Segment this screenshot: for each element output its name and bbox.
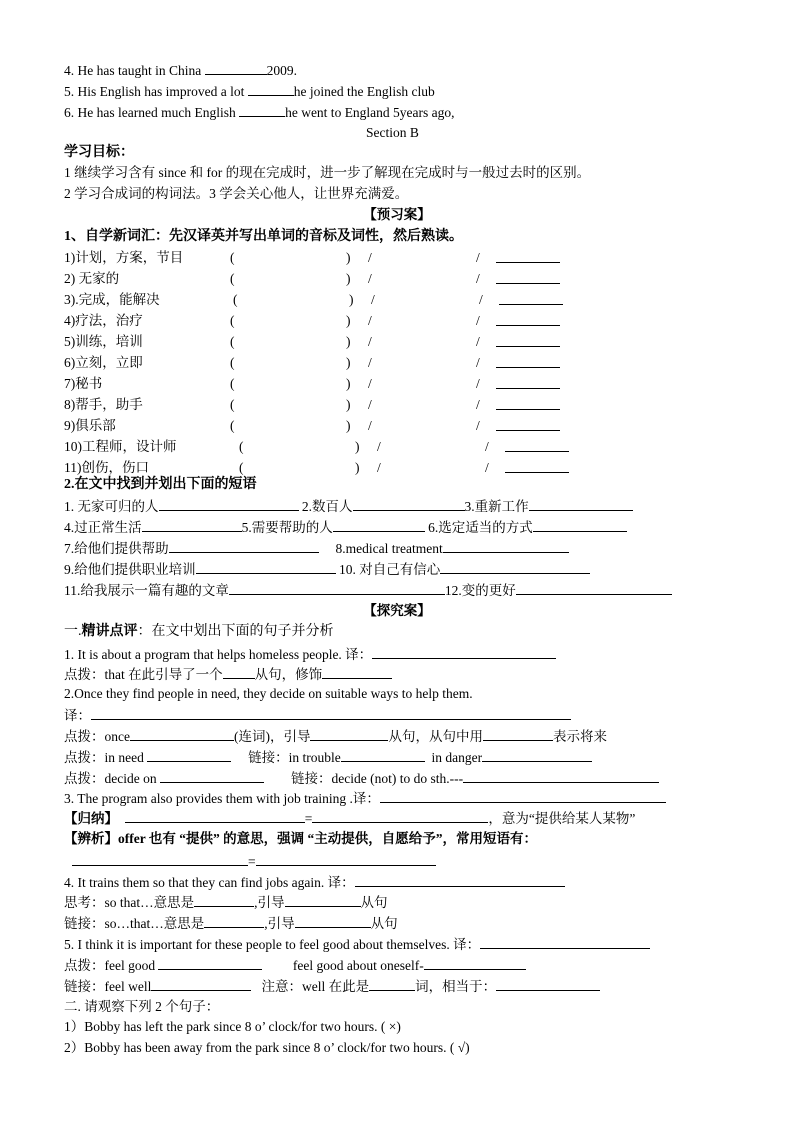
blank[interactable] [355, 873, 565, 887]
sentence-1: 1. It is about a program that helps homeless people. 译： [64, 645, 556, 664]
goals-title: 学习目标： [64, 145, 134, 160]
vocab-item [64, 396, 143, 414]
blank[interactable] [72, 852, 248, 866]
guina: 【归纳】 = ，意为“提供给某人某物” [64, 811, 636, 826]
vocab-blank[interactable] [496, 417, 560, 436]
paren-close: ) [346, 271, 351, 286]
goal-1: 1 继续学习含有 since 和 for 的现在完成时，进一步了解现在完成时与一般过去时的区别。 [64, 165, 591, 180]
slash: / [485, 439, 489, 454]
paren-close: ) [349, 292, 354, 307]
paren-close: ) [346, 397, 351, 412]
sentence-6: 6. He has learned much English he went to England 5years ago, [64, 105, 455, 120]
phrase-row-1: 1. 无家可归的人 2.数百人 3.重新工作 [64, 497, 633, 516]
blank[interactable] [533, 518, 627, 532]
vocab-blank[interactable] [496, 375, 560, 394]
sentence-5: 5. I think it is important for these people to feel good about themselves. 译： [64, 935, 650, 954]
sentence-2: 2.Once they find people in need, they decide on suitable ways to help them. [64, 686, 473, 701]
vocab-blank[interactable] [496, 354, 560, 373]
blank[interactable] [91, 706, 571, 720]
blank[interactable] [169, 539, 319, 553]
bianxi-answer: = [72, 852, 436, 871]
paren-close: ) [355, 439, 360, 454]
vocab-item-label: 5)训练，培训 [64, 334, 143, 349]
slash: / [368, 355, 372, 370]
vocab-item-label: 4)疗法，治疗 [64, 313, 143, 328]
blank[interactable] [159, 497, 299, 511]
blank[interactable] [158, 956, 262, 970]
blank[interactable] [312, 809, 488, 823]
paren-close: ) [346, 250, 351, 265]
blank[interactable] [196, 560, 336, 574]
bianxi: 【辨析】offer 也有 “提供” 的意思，强调 “主动提供，自愿给予”，常用短语有： [64, 831, 537, 846]
vocab-item [64, 459, 149, 477]
blank[interactable] [295, 914, 371, 928]
slash: / [368, 334, 372, 349]
sentence-2-note-3: 点拨：decide on 链接：decide (not) to do sth.--- [64, 769, 659, 788]
phrase-row-5: 11.给我展示一篇有趣的文章 12.变的更好 [64, 581, 672, 600]
blank[interactable] [480, 935, 650, 949]
blank[interactable] [285, 893, 361, 907]
slash: / [368, 250, 372, 265]
blank[interactable] [130, 727, 234, 741]
vocab-item-label: 8)帮手，助手 [64, 397, 143, 412]
paren-close: ) [355, 460, 360, 475]
vocab-item [64, 312, 143, 330]
slash: / [476, 418, 480, 433]
paren-close: ) [346, 334, 351, 349]
phrase-row-2: 4.过正常生活 5.需要帮助的人 6.选定适当的方式 [64, 518, 627, 537]
blank[interactable] [229, 581, 445, 595]
blank[interactable] [142, 518, 242, 532]
paren-close: ) [346, 418, 351, 433]
paren-close: ) [346, 313, 351, 328]
vocab-item-label: 3).完成，能解决 [64, 292, 160, 307]
vocab-item-label: 7)秘书 [64, 376, 103, 391]
sentence-5-note-2: 链接：feel well 注意：well 在此是 词，相当于： [64, 977, 600, 996]
vocab-blank[interactable] [496, 396, 560, 415]
vocab-blank[interactable] [505, 459, 569, 478]
vocab-blank[interactable] [499, 291, 563, 310]
blank[interactable] [424, 956, 526, 970]
slash: / [368, 397, 372, 412]
vocab-blank[interactable] [505, 438, 569, 457]
blank[interactable] [248, 82, 294, 96]
blank[interactable] [443, 539, 569, 553]
vocab-item [64, 333, 143, 351]
sentence-2-translation: 译： [64, 706, 571, 725]
paren-open: ( [233, 292, 238, 307]
vocab-title: 1、自学新词汇：先汉译英并写出单词的音标及词性，然后熟读。 [64, 229, 463, 244]
blank[interactable] [322, 665, 392, 679]
phrase-row-3: 7.给他们提供帮助 8.medical treatment [64, 539, 569, 558]
slash: / [368, 376, 372, 391]
sentence-2-note-1: 点拨：once (连词)，引导 从句，从句中用 表示将来 [64, 729, 607, 744]
slash: / [479, 292, 483, 307]
vocab-blank[interactable] [496, 270, 560, 289]
blank[interactable] [353, 497, 465, 511]
blank[interactable] [529, 497, 633, 511]
blank[interactable] [369, 977, 415, 991]
example-1: 1）Bobby has left the park since 8 o’ clock/for two hours. ( ×) [64, 1019, 401, 1034]
vocab-item [64, 291, 160, 309]
sentence-2-note-2: 点拨：in need 链接：in trouble in danger [64, 748, 592, 767]
paren-open: ( [230, 397, 235, 412]
blank[interactable] [151, 977, 251, 991]
section-title: Section B [366, 125, 419, 140]
blank[interactable] [125, 809, 305, 823]
paren-open: ( [239, 460, 244, 475]
paren-open: ( [230, 418, 235, 433]
example-2: 2）Bobby has been away from the park since 8 o’ clock/for two hours. ( √) [64, 1040, 470, 1055]
goal-2: 2 学习合成词的构词法。3 学会关心他人，让世界充满爱。 [64, 186, 409, 201]
paren-open: ( [239, 439, 244, 454]
blank[interactable] [380, 789, 666, 803]
blank[interactable] [205, 61, 267, 75]
sentence-4: 4. It trains them so that they can find jobs again. 译： [64, 873, 565, 892]
blank[interactable] [372, 645, 556, 659]
blank[interactable] [194, 893, 254, 907]
sentence-1-note: 点拨：that 在此引导了一个 从句，修饰 [64, 665, 392, 684]
paren-open: ( [230, 250, 235, 265]
vocab-blank[interactable] [496, 249, 560, 268]
slash: / [476, 250, 480, 265]
blank[interactable] [310, 727, 388, 741]
explore-title: 一.精讲点评：在文中划出下面的句子并分析 [64, 624, 334, 639]
blank[interactable] [496, 977, 600, 991]
blank[interactable] [147, 748, 231, 762]
phrases-title: 2.在文中找到并划出下面的短语 [64, 477, 257, 492]
sentence-4-note-1: 思考：so that…意思是 ,引导 从句 [64, 895, 388, 910]
slash: / [476, 313, 480, 328]
slash: / [368, 271, 372, 286]
vocab-item [64, 438, 177, 456]
vocab-item-label: 2) 无家的 [64, 271, 120, 286]
blank[interactable] [333, 518, 425, 532]
vocab-item-label: 10)工程师，设计师 [64, 439, 177, 454]
blank[interactable] [482, 748, 592, 762]
phrase-row-4: 9.给他们提供职业培训 10. 对自己有信心 [64, 560, 590, 579]
paren-close: ) [346, 376, 351, 391]
slash: / [476, 376, 480, 391]
slash: / [476, 355, 480, 370]
sentence-4: 4. He has taught in China 2009. [64, 63, 297, 78]
paren-open: ( [230, 355, 235, 370]
sentence-5: 5. His English has improved a lot he joined the English club [64, 84, 435, 99]
blank[interactable] [160, 769, 264, 783]
slash: / [371, 292, 375, 307]
vocab-item-label: 11)创伤，伤口 [64, 460, 149, 475]
blank[interactable] [440, 560, 590, 574]
blank[interactable] [463, 769, 659, 783]
vocab-item [64, 354, 143, 372]
explore-header: 【探究案】 [363, 603, 431, 618]
vocab-item-label: 6)立刻，立即 [64, 355, 143, 370]
vocab-item-label: 9)俱乐部 [64, 418, 116, 433]
vocab-blank[interactable] [496, 312, 560, 331]
vocab-item [64, 249, 183, 267]
part-2-title: 二. 请观察下列 2 个句子： [64, 999, 220, 1014]
blank[interactable] [239, 103, 285, 117]
sentence-3: 3. The program also provides them with job training .译： [64, 789, 666, 808]
blank[interactable] [223, 665, 255, 679]
paren-open: ( [230, 271, 235, 286]
slash: / [476, 271, 480, 286]
vocab-item [64, 270, 119, 288]
slash: / [476, 334, 480, 349]
slash: / [476, 397, 480, 412]
slash: / [485, 460, 489, 475]
paren-open: ( [230, 376, 235, 391]
slash: / [368, 418, 372, 433]
vocab-item [64, 417, 116, 435]
slash: / [377, 439, 381, 454]
blank[interactable] [516, 581, 672, 595]
sentence-5-note-1: 点拨：feel good feel good about oneself- [64, 956, 526, 975]
paren-open: ( [230, 334, 235, 349]
preview-header: 【预习案】 [363, 207, 431, 222]
blank[interactable] [256, 852, 436, 866]
vocab-item [64, 375, 102, 393]
slash: / [368, 313, 372, 328]
blank[interactable] [341, 748, 425, 762]
paren-close: ) [346, 355, 351, 370]
vocab-blank[interactable] [496, 333, 560, 352]
paren-open: ( [230, 313, 235, 328]
sentence-4-note-2: 链接：so…that…意思是 ,引导 从句 [64, 916, 398, 931]
vocab-item-label: 1)计划，方案，节目 [64, 250, 184, 265]
blank[interactable] [204, 914, 264, 928]
slash: / [377, 460, 381, 475]
blank[interactable] [483, 727, 553, 741]
